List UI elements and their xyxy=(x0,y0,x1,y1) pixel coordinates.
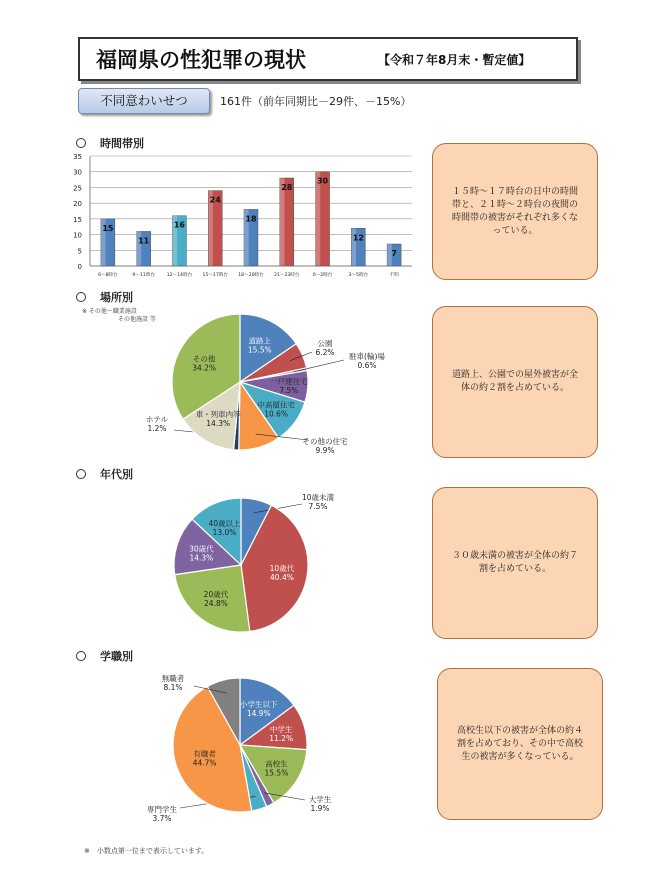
bar-group xyxy=(167,216,193,278)
slice-value-label: 3.7% xyxy=(152,814,172,823)
bar-group xyxy=(132,231,155,278)
place-pie-chart xyxy=(130,300,430,465)
slice-value-label: 1.9% xyxy=(310,804,330,813)
slice-label: 中高層住宅 xyxy=(257,400,295,410)
bar-value-label: 12 xyxy=(352,233,364,243)
bar-group xyxy=(387,244,401,278)
crime-type-badge: 不同意わいせつ xyxy=(78,88,210,114)
slice-label: その他 xyxy=(192,354,216,364)
bar-group xyxy=(238,209,264,278)
crime-count: 161件（前年同期比－29件、－15%） xyxy=(220,95,412,108)
note-place: 道路上、公園での屋外被害が全体の約２割を占めている。 xyxy=(432,306,598,458)
slice-value-label: 14.3% xyxy=(206,419,231,429)
slice-label: 40歳以上 xyxy=(208,518,241,528)
slice-label: 無職者 xyxy=(161,674,185,683)
section-heading-occupation xyxy=(76,648,133,664)
slice-value-label: 40.4% xyxy=(270,573,294,583)
x-tick-label: 9～11時台 xyxy=(132,273,155,278)
y-tick-label: 0 xyxy=(77,263,82,271)
slice-value-label: 11.2% xyxy=(269,734,294,744)
slice-label: 中学生 xyxy=(269,725,293,735)
slice-label: 車・列車内等 xyxy=(195,410,241,420)
bar-group xyxy=(349,228,369,278)
slice-label: 10歳代 xyxy=(269,564,295,574)
y-tick-label: 25 xyxy=(73,184,82,193)
slice-value-label: 14.3% xyxy=(189,553,214,563)
slice-label: 駐車(輪)場 xyxy=(349,352,385,361)
slice-label: その他の住宅 xyxy=(302,437,348,446)
x-tick-label: 12～14時台 xyxy=(166,273,193,278)
slice-value-label: 14.9% xyxy=(246,708,271,718)
y-tick-label: 20 xyxy=(73,200,82,209)
y-tick-label: 35 xyxy=(73,153,82,161)
slice-value-label: 7.5% xyxy=(308,502,328,511)
occupation-pie-chart xyxy=(130,668,380,828)
section-heading-place-text: 場所別 xyxy=(100,291,133,304)
slice-value-label: 15.5% xyxy=(264,768,289,778)
slice-value-label: 0.6% xyxy=(357,361,377,370)
bar-value-label: 24 xyxy=(209,195,221,205)
slice-label: 一戸建住宅 xyxy=(270,377,308,387)
note-age: ３０歳未満の被害が全体の約７割を占めている。 xyxy=(432,487,598,639)
slice-label: 公園 xyxy=(317,339,333,348)
place-legend-note-1: ※ その他～職業施設 xyxy=(82,308,137,315)
slice-label: 小学生以下 xyxy=(239,699,278,709)
circle-icon xyxy=(76,651,86,661)
slice-value-label: 10.6% xyxy=(264,409,289,419)
age-pie-chart xyxy=(150,478,420,638)
bar-group xyxy=(274,178,300,278)
slice-label: 大学生 xyxy=(308,795,332,804)
bar-value-label: 18 xyxy=(245,214,257,224)
section-heading-age xyxy=(76,466,133,482)
slice-label: 専門学生 xyxy=(147,805,177,814)
note-occupation: 高校生以下の被害が全体の約４割を占めており、その中で高校生の被害が多くなっている。 xyxy=(437,668,603,820)
bar-value-label: 30 xyxy=(316,176,329,186)
time-bar-chart xyxy=(60,148,420,283)
y-tick-label: 30 xyxy=(73,168,82,177)
section-heading-place xyxy=(76,289,133,305)
x-tick-label: 不明 xyxy=(389,273,399,278)
page-title: 福岡県の性犯罪の現状 xyxy=(96,48,306,72)
place-legend-note-2: その他施設 等 xyxy=(118,316,156,323)
x-tick-label: 3～5時台 xyxy=(348,273,369,278)
bar-value-label: 7 xyxy=(391,249,397,258)
slice-label: 10歳未満 xyxy=(301,493,335,502)
section-heading-time-text: 時間帯別 xyxy=(100,137,144,150)
y-tick-label: 10 xyxy=(73,231,82,240)
y-tick-label: 5 xyxy=(77,247,82,256)
section-heading-occupation-text: 学職別 xyxy=(100,650,133,663)
y-tick-label: 15 xyxy=(73,215,82,224)
circle-icon xyxy=(76,469,86,479)
slice-label: 20歳代 xyxy=(203,590,229,600)
slice-label: 高校生 xyxy=(265,759,288,769)
slice-value-label: 8.1% xyxy=(163,683,183,692)
slice-value-label: 1.2% xyxy=(147,424,167,433)
footnote: ※ 小数点第一位まで表示しています。 xyxy=(84,847,209,855)
slice-label: 道路上 xyxy=(248,336,271,346)
bar-highlight xyxy=(316,172,321,266)
slice-value-label: 9.9% xyxy=(315,446,335,455)
slice-value-label: 7.5% xyxy=(279,386,299,396)
page-subtitle: 【令和７年8月末・暫定値】 xyxy=(378,53,531,67)
slice-value-label: 34.2% xyxy=(192,363,217,373)
section-heading-age-text: 年代別 xyxy=(100,468,133,481)
x-tick-label: 15～17時台 xyxy=(202,273,228,278)
bar-group xyxy=(98,219,118,278)
circle-icon xyxy=(76,138,86,148)
bar-value-label: 15 xyxy=(102,223,114,233)
slice-value-label: 15.5% xyxy=(247,345,272,355)
slice-value-label: 44.7% xyxy=(192,758,217,768)
x-tick-label: 21～23時台 xyxy=(274,273,300,278)
slice-value-label: 6.2% xyxy=(315,348,335,357)
circle-icon xyxy=(76,292,86,302)
slice-label: 30歳代 xyxy=(189,544,214,554)
x-tick-label: 6～8時台 xyxy=(98,273,118,278)
bar-value-label: 28 xyxy=(281,183,293,192)
x-tick-label: 0～2時台 xyxy=(312,273,333,278)
bar-value-label: 11 xyxy=(138,236,150,246)
slice-label: ホテル xyxy=(145,415,169,424)
slice-value-label: 13.0% xyxy=(212,527,237,537)
slice-label: 有職者 xyxy=(193,749,216,759)
slice-value-label: 24.8% xyxy=(204,599,228,609)
note-time: １５時～１７時台の日中の時間帯と、２１時～２時台の夜間の時間帯の被害がそれぞれ多くなっている。 xyxy=(432,143,598,280)
bar-value-label: 16 xyxy=(173,220,186,230)
x-tick-label: 18～20時台 xyxy=(238,273,264,278)
